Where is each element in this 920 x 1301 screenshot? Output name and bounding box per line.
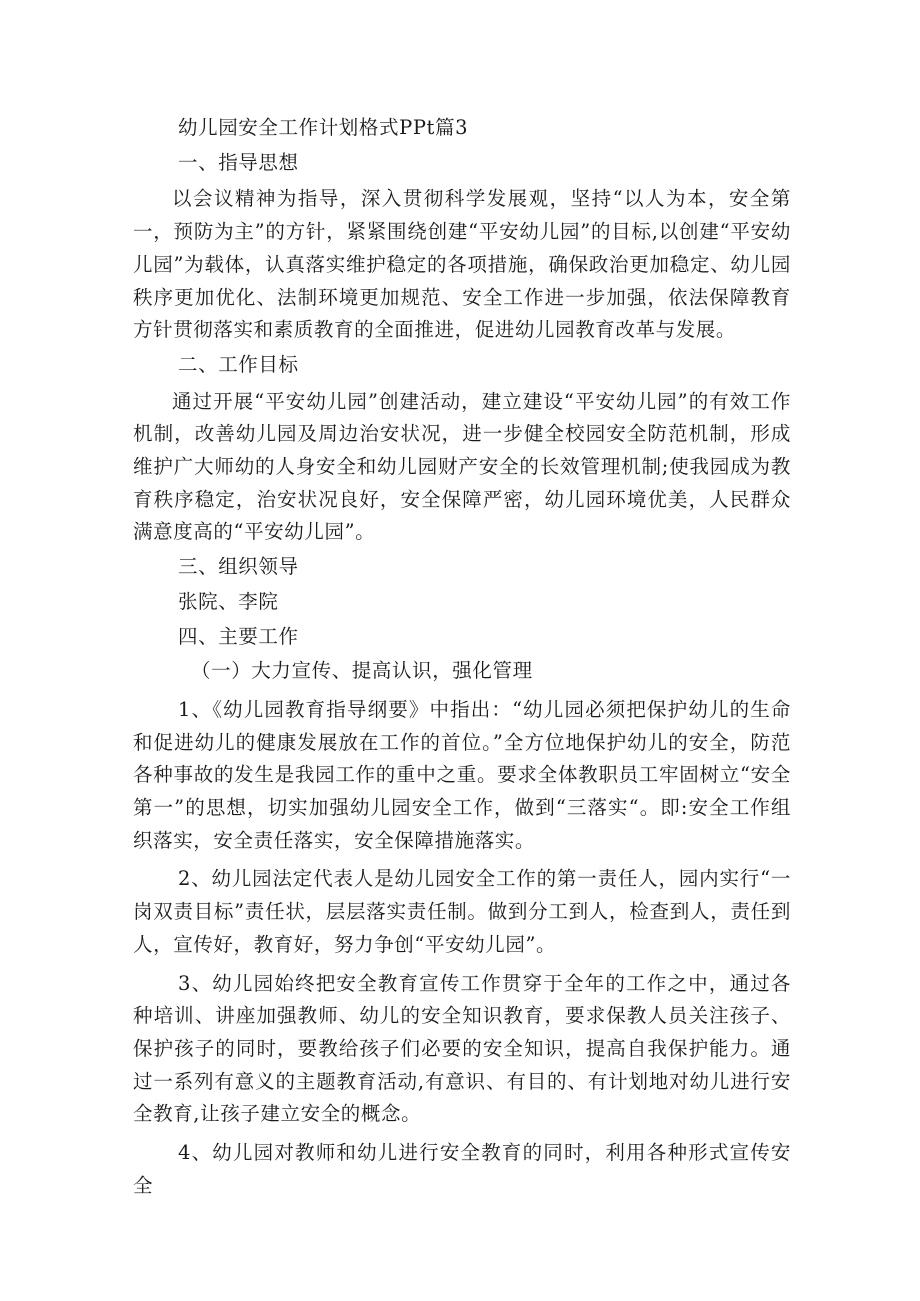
numbered-item-4: 4、幼儿园对教师和幼儿进行安全教育的同时，利用各种形式宣传安全 — [133, 1141, 791, 1197]
document-body — [133, 112, 791, 1203]
numbered-item-3: 3、幼儿园始终把安全教育宣传工作贯穿于全年的工作之中，通过各种培训、讲座加强教师、幼儿的安全知识教育，要求保教人员关注孩子、保护孩子的同时，要教给孩子们必要的安全知识，提高自我保护能力。通过一系列有意义的主题教育活动,有意识、有目的、有计划地对幼儿进行安全教育,让孩子建立安全的概念。 — [133, 971, 791, 1126]
section-heading-guiding-thought: 一、指导思想 — [178, 150, 299, 174]
document-title: 幼儿园安全工作计划格式PPt篇3 — [178, 116, 469, 139]
section-heading-main-work: 四、主要工作 — [178, 624, 299, 648]
numbered-item-1: 1、《幼儿园教育指导纲要》中指出：“幼儿园必须把保护幼儿的生命和促进幼儿的健康发展放在工作的首位。”全方位地保护幼儿的安全，防范各种事故的发生是我园工作的重中之重。要求全体教职员工牢固树立“安全第一”的思想，切实加强幼儿园安全工作，做到“三落实“。即:安全工作组织落实，安全责任落实，安全保障措施落实。 — [133, 697, 791, 852]
section-heading-leadership: 三、组织领导 — [178, 555, 299, 579]
paragraph-guiding-thought: 以会议精神为指导，深入贯彻科学发展观，坚持“以人为本，安全第一，预防为主”的方针，紧紧围绕创建“平安幼儿园”的目标,以创建“平安幼儿园”为载体，认真落实维护稳定的各项措施，确保政治更加稳定、幼儿园秩序更加优化、法制环境更加规范、安全工作进一步加强，依法保障教育方针贯彻落实和素质教育的全面推进，促进幼儿园教育改革与发展。 — [133, 187, 791, 342]
section-heading-work-goals: 二、工作目标 — [178, 352, 299, 376]
paragraph-work-goals: 通过开展“平安幼儿园”创建活动，建立建设“平安幼儿园”的有效工作机制，改善幼儿园及周边治安状况，进一步健全校园安全防范机制，形成维护广大师幼的人身安全和幼儿园财产安全的长效管理机制;使我园成为教育秩序稳定，治安状况良好，安全保障严密，幼儿园环境优美，人民群众满意度高的“平安幼儿园”。 — [133, 389, 791, 544]
paragraph-leadership-names: 张院、李院 — [178, 589, 279, 613]
numbered-item-2: 2、幼儿园法定代表人是幼儿园安全工作的第一责任人，园内实行“一岗双责目标”责任状，层层落实责任制。做到分工到人，检查到人，责任到人，宣传好，教育好，努力争创“平安幼儿园”。 — [133, 867, 791, 956]
subsection-heading-publicity: （一）大力宣传、提高认识，强化管理 — [191, 659, 533, 683]
